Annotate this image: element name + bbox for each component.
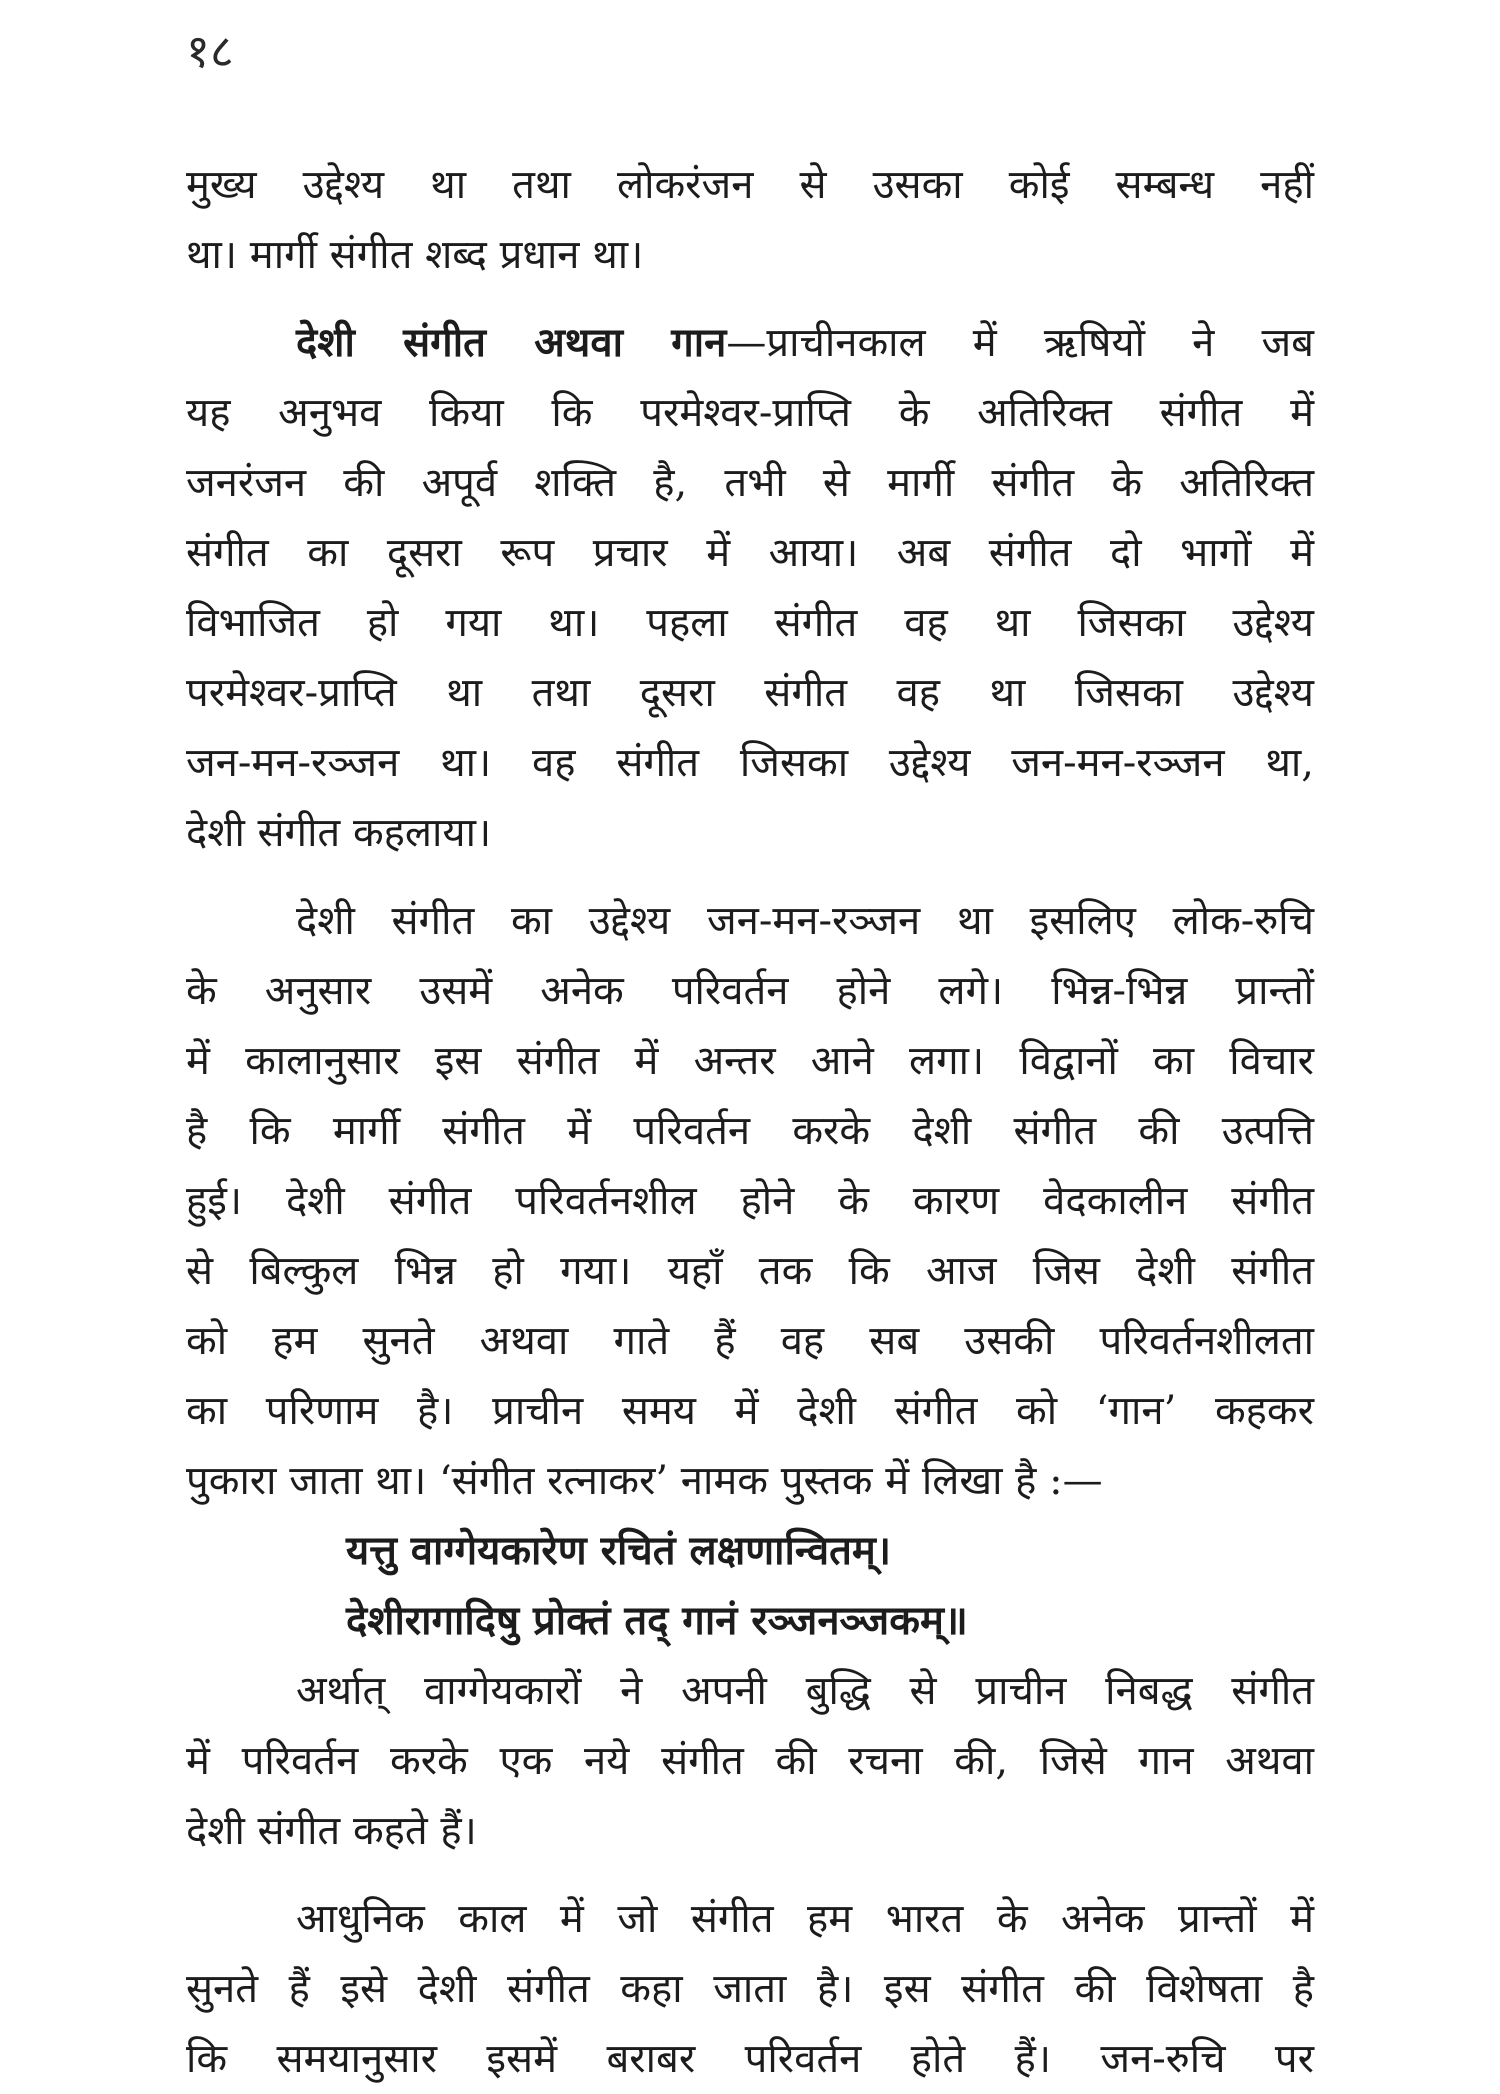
text-line: है कि मार्गी संगीत में परिवर्तन करके देशी संगीत की उत्पत्ति: [186, 1108, 1314, 1154]
text-line: मुख्य उद्देश्य था तथा लोकरंजन से उसका कोई सम्बन्ध नहीं: [186, 162, 1314, 208]
text-line: था। मार्गी संगीत शब्द प्रधान था।: [186, 232, 644, 278]
text-line: कि समयानुसार इसमें बराबर परिवर्तन होते हैं। जन-रुचि पर: [186, 2036, 1314, 2082]
text-line: यह अनुभव किया कि परमेश्वर-प्राप्ति के अतिरिक्त संगीत में: [186, 390, 1314, 436]
text-line: के अनुसार उसमें अनेक परिवर्तन होने लगे। भिन्न-भिन्न प्रान्तों: [186, 968, 1314, 1014]
text-line: से बिल्कुल भिन्न हो गया। यहाँ तक कि आज जिस देशी संगीत: [186, 1248, 1314, 1294]
text-line: सुनते हैं इसे देशी संगीत कहा जाता है। इस संगीत की विशेषता है: [186, 1966, 1314, 2012]
text-line: का परिणाम है। प्राचीन समय में देशी संगीत को ‘गान’ कहकर: [186, 1388, 1314, 1434]
paragraph-deshi-sangeet: [186, 308, 1314, 868]
paragraph-continuation: [186, 150, 1314, 290]
body-text: [186, 150, 1314, 2094]
text-line: आधुनिक काल में जो संगीत हम भारत के अनेक प्रान्तों में: [296, 1896, 1314, 1942]
section-heading: देशी संगीत अथवा गान: [296, 319, 727, 366]
text-line: [186, 308, 1314, 378]
text-line: अर्थात् वाग्गेयकारों ने अपनी बुद्धि से प्राचीन निबद्ध संगीत: [296, 1668, 1314, 1714]
sanskrit-verse: [186, 1516, 1314, 1656]
text-line: में परिवर्तन करके एक नये संगीत की रचना की, जिसे गान अथवा: [186, 1738, 1314, 1784]
text-line: जनरंजन की अपूर्व शक्ति है, तभी से मार्गी संगीत के अतिरिक्त: [186, 460, 1314, 506]
paragraph-uddeshya: [186, 886, 1314, 1516]
text-line: विभाजित हो गया था। पहला संगीत वह था जिसका उद्देश्य: [186, 600, 1314, 646]
verse-line: यत्तु वाग्गेयकारेण रचितं लक्षणान्वितम्।: [346, 1527, 891, 1574]
text-line: को हम सुनते अथवा गाते हैं वह सब उसकी परिवर्तनशीलता: [186, 1318, 1314, 1364]
text-line: परमेश्वर-प्राप्ति था तथा दूसरा संगीत वह था जिसका उद्देश्य: [186, 670, 1314, 716]
paragraph-arthat: [186, 1656, 1314, 1866]
verse-line: देशीरागादिषु प्रोक्तं तद् गानं रञ्जनञ्जकम्॥: [346, 1597, 968, 1644]
text-line: देशी संगीत कहलाया।: [186, 810, 492, 856]
text-line: हुई। देशी संगीत परिवर्तनशील होने के कारण वेदकालीन संगीत: [186, 1178, 1314, 1224]
text-line: पुकारा जाता था। ‘संगीत रत्नाकर’ नामक पुस्तक में लिखा है :—: [186, 1458, 1103, 1504]
paragraph-adhunik: [186, 1884, 1314, 2094]
text-line: संगीत का दूसरा रूप प्रचार में आया। अब संगीत दो भागों में: [186, 530, 1314, 576]
text-line: देशी संगीत कहते हैं।: [186, 1808, 477, 1854]
text-line: जन-मन-रञ्जन था। वह संगीत जिसका उद्देश्य जन-मन-रञ्जन था,: [186, 740, 1314, 786]
text-line: में कालानुसार इस संगीत में अन्तर आने लगा। विद्वानों का विचार: [186, 1038, 1314, 1084]
text-fragment: —प्राचीनकाल में ऋषियों ने जब: [726, 320, 1314, 366]
page-number: १८: [186, 24, 234, 78]
text-line: देशी संगीत का उद्देश्य जन-मन-रञ्जन था इसलिए लोक-रुचि: [296, 898, 1314, 944]
